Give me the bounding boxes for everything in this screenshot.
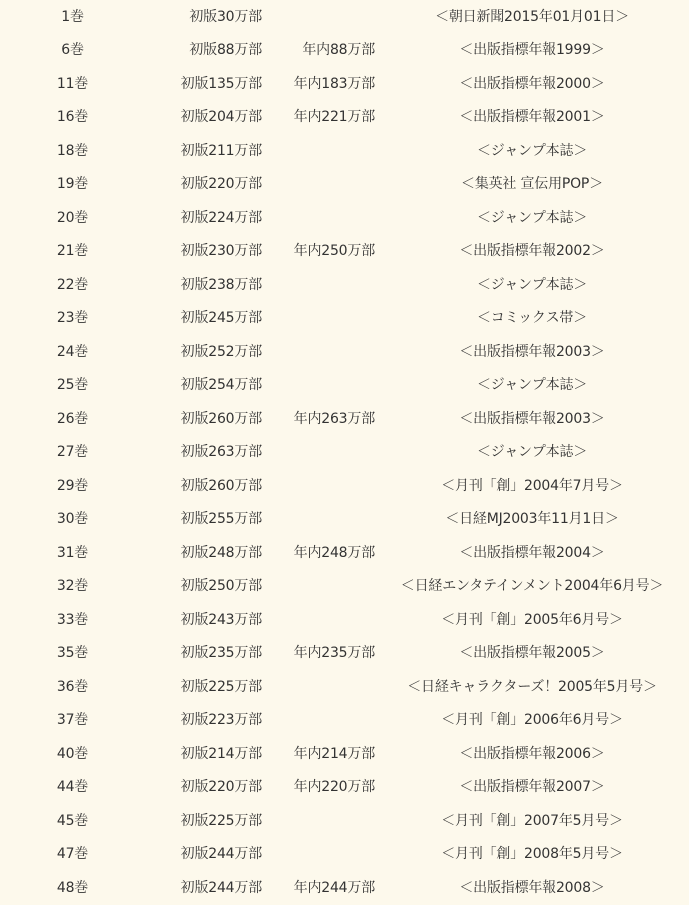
first-print-cell-text: 初版225万部 <box>180 678 262 695</box>
volume-cell <box>0 838 145 872</box>
first-print-cell <box>145 101 262 135</box>
volume-cell <box>0 804 145 838</box>
year-total-cell <box>262 402 375 436</box>
volume-cell-text: 45巻 <box>56 812 89 829</box>
table-row <box>0 771 689 805</box>
volume-cell <box>0 67 145 101</box>
volume-cell <box>0 704 145 738</box>
source-cell-text: ＜出版指標年報2007＞ <box>459 779 605 796</box>
source-cell <box>375 637 689 671</box>
year-total-cell <box>262 101 375 135</box>
year-total-cell <box>262 235 375 269</box>
volume-cell-text: 6巻 <box>61 42 84 59</box>
source-cell-text: ＜ジャンプ本誌＞ <box>476 276 588 293</box>
year-total-cell <box>262 737 375 771</box>
table-row <box>0 101 689 135</box>
source-cell-text: ＜出版指標年報2003＞ <box>459 343 605 360</box>
source-cell <box>375 771 689 805</box>
source-cell <box>375 369 689 403</box>
table-row <box>0 168 689 202</box>
source-cell <box>375 804 689 838</box>
volume-cell-text: 19巻 <box>56 176 89 193</box>
year-total-cell <box>262 670 375 704</box>
source-cell <box>375 737 689 771</box>
year-total-cell <box>262 804 375 838</box>
table-row <box>0 469 689 503</box>
first-print-cell-text: 初版220万部 <box>180 176 262 193</box>
source-cell <box>375 201 689 235</box>
source-cell-text: ＜ジャンプ本誌＞ <box>476 142 588 159</box>
source-cell-text: ＜日経エンタテインメント2004年6月号＞ <box>400 578 664 595</box>
year-total-cell-text: 年内88万部 <box>302 42 375 59</box>
volume-cell-text: 27巻 <box>56 444 89 461</box>
source-cell <box>375 536 689 570</box>
year-total-cell <box>262 268 375 302</box>
source-cell-text: ＜出版指標年報2001＞ <box>459 109 605 126</box>
volume-cell-text: 16巻 <box>56 109 89 126</box>
table-row <box>0 637 689 671</box>
table-row <box>0 369 689 403</box>
volume-cell-text: 44巻 <box>56 779 89 796</box>
volume-cell <box>0 134 145 168</box>
year-total-cell <box>262 536 375 570</box>
volume-cell <box>0 603 145 637</box>
year-total-cell <box>262 503 375 537</box>
first-print-cell-text: 初版214万部 <box>180 745 262 762</box>
volume-cell-text: 35巻 <box>56 645 89 662</box>
first-print-cell <box>145 603 262 637</box>
table-row <box>0 235 689 269</box>
year-total-cell-text: 年内220万部 <box>293 779 375 796</box>
source-cell-text: ＜月刊「創」2005年6月号＞ <box>441 611 623 628</box>
year-total-cell <box>262 335 375 369</box>
table-row <box>0 335 689 369</box>
first-print-cell <box>145 804 262 838</box>
source-cell <box>375 838 689 872</box>
first-print-cell-text: 初版235万部 <box>180 645 262 662</box>
volume-cell-text: 40巻 <box>56 745 89 762</box>
source-cell-text: ＜日経キャラクターズ！2005年5月号＞ <box>407 678 657 695</box>
volume-cell <box>0 536 145 570</box>
source-cell <box>375 168 689 202</box>
volume-cell-text: 20巻 <box>56 209 89 226</box>
first-print-cell-text: 初版220万部 <box>180 779 262 796</box>
source-cell <box>375 34 689 68</box>
year-total-cell-text: 年内221万部 <box>293 109 375 126</box>
first-print-cell-text: 初版260万部 <box>180 477 262 494</box>
first-print-cell-text: 初版238万部 <box>180 276 262 293</box>
source-cell <box>375 0 689 34</box>
first-print-cell <box>145 168 262 202</box>
first-print-cell <box>145 771 262 805</box>
table-row <box>0 838 689 872</box>
year-total-cell <box>262 302 375 336</box>
first-print-cell <box>145 201 262 235</box>
volume-cell-text: 23巻 <box>56 310 89 327</box>
volume-cell <box>0 436 145 470</box>
first-print-cell-text: 初版250万部 <box>180 578 262 595</box>
volume-cell <box>0 570 145 604</box>
year-total-cell <box>262 838 375 872</box>
first-print-cell <box>145 469 262 503</box>
source-cell-text: ＜ジャンプ本誌＞ <box>476 444 588 461</box>
table-row <box>0 503 689 537</box>
source-cell <box>375 134 689 168</box>
first-print-cell-text: 初版254万部 <box>180 377 262 394</box>
volume-cell-text: 37巻 <box>56 712 89 729</box>
volume-cell <box>0 871 145 905</box>
first-print-cell <box>145 503 262 537</box>
volume-cell <box>0 670 145 704</box>
year-total-cell <box>262 67 375 101</box>
source-cell-text: ＜出版指標年報2006＞ <box>459 745 605 762</box>
year-total-cell <box>262 603 375 637</box>
first-print-cell <box>145 570 262 604</box>
first-print-cell <box>145 235 262 269</box>
table-row <box>0 670 689 704</box>
first-print-cell-text: 初版244万部 <box>180 879 262 896</box>
first-print-cell-text: 初版88万部 <box>189 42 262 59</box>
table-row <box>0 134 689 168</box>
year-total-cell-text: 年内235万部 <box>293 645 375 662</box>
table-row <box>0 570 689 604</box>
source-cell <box>375 67 689 101</box>
first-print-cell <box>145 670 262 704</box>
table-row <box>0 402 689 436</box>
first-print-cell-text: 初版135万部 <box>180 75 262 92</box>
source-cell-text: ＜出版指標年報2002＞ <box>459 243 605 260</box>
year-total-cell <box>262 436 375 470</box>
source-cell-text: ＜月刊「創」2004年7月号＞ <box>441 477 623 494</box>
source-cell <box>375 335 689 369</box>
table-row <box>0 603 689 637</box>
first-print-cell-text: 初版230万部 <box>180 243 262 260</box>
source-cell <box>375 302 689 336</box>
source-cell <box>375 570 689 604</box>
first-print-cell-text: 初版204万部 <box>180 109 262 126</box>
first-print-cell <box>145 134 262 168</box>
first-print-cell <box>145 34 262 68</box>
volume-cell-text: 32巻 <box>56 578 89 595</box>
year-total-cell <box>262 637 375 671</box>
year-total-cell <box>262 570 375 604</box>
volume-cell <box>0 0 145 34</box>
source-cell-text: ＜出版指標年報2005＞ <box>459 645 605 662</box>
table-row <box>0 436 689 470</box>
year-total-cell-text: 年内214万部 <box>293 745 375 762</box>
source-cell <box>375 436 689 470</box>
volume-cell-text: 25巻 <box>56 377 89 394</box>
table-row <box>0 67 689 101</box>
first-print-cell <box>145 402 262 436</box>
year-total-cell <box>262 168 375 202</box>
volume-cell <box>0 101 145 135</box>
source-cell <box>375 268 689 302</box>
volume-cell-text: 22巻 <box>56 276 89 293</box>
year-total-cell-text: 年内248万部 <box>293 544 375 561</box>
volume-cell-text: 47巻 <box>56 846 89 863</box>
first-print-cell <box>145 838 262 872</box>
first-print-cell <box>145 704 262 738</box>
volume-cell-text: 30巻 <box>56 511 89 528</box>
year-total-cell <box>262 0 375 34</box>
source-cell-text: ＜出版指標年報2000＞ <box>459 75 605 92</box>
source-cell <box>375 704 689 738</box>
volume-cell <box>0 168 145 202</box>
volume-cell-text: 48巻 <box>56 879 89 896</box>
source-cell <box>375 402 689 436</box>
source-cell <box>375 670 689 704</box>
first-print-cell-text: 初版243万部 <box>180 611 262 628</box>
volume-cell <box>0 34 145 68</box>
table-row <box>0 0 689 34</box>
source-cell-text: ＜月刊「創」2006年6月号＞ <box>441 712 623 729</box>
volume-cell <box>0 268 145 302</box>
table-row <box>0 704 689 738</box>
first-print-cell-text: 初版223万部 <box>180 712 262 729</box>
year-total-cell <box>262 871 375 905</box>
table-row <box>0 737 689 771</box>
volume-cell <box>0 302 145 336</box>
volume-cell-text: 31巻 <box>56 544 89 561</box>
source-cell-text: ＜出版指標年報2008＞ <box>459 879 605 896</box>
table-row <box>0 871 689 905</box>
table-row <box>0 268 689 302</box>
volume-cell <box>0 402 145 436</box>
volume-cell-text: 24巻 <box>56 343 89 360</box>
volume-cell-text: 21巻 <box>56 243 89 260</box>
table-row <box>0 536 689 570</box>
volume-cell-text: 26巻 <box>56 410 89 427</box>
volume-cell <box>0 335 145 369</box>
volume-cell <box>0 637 145 671</box>
year-total-cell-text: 年内250万部 <box>293 243 375 260</box>
source-cell <box>375 503 689 537</box>
year-total-cell <box>262 704 375 738</box>
first-print-cell-text: 初版30万部 <box>189 8 262 25</box>
source-cell-text: ＜コミックス帯＞ <box>477 310 587 327</box>
source-cell <box>375 101 689 135</box>
first-print-cell <box>145 335 262 369</box>
volume-cell <box>0 201 145 235</box>
first-print-cell-text: 初版260万部 <box>180 410 262 427</box>
first-print-cell-text: 初版225万部 <box>180 812 262 829</box>
source-cell <box>375 469 689 503</box>
first-print-cell <box>145 637 262 671</box>
volume-cell-text: 29巻 <box>56 477 89 494</box>
year-total-cell <box>262 34 375 68</box>
first-print-cell <box>145 268 262 302</box>
first-print-cell-text: 初版248万部 <box>180 544 262 561</box>
year-total-cell <box>262 369 375 403</box>
volume-cell-text: 1巻 <box>61 8 84 25</box>
source-cell-text: ＜朝日新聞2015年01月01日＞ <box>435 8 629 25</box>
first-print-cell-text: 初版263万部 <box>180 444 262 461</box>
first-print-cell <box>145 0 262 34</box>
volume-cell <box>0 771 145 805</box>
first-print-cell <box>145 871 262 905</box>
year-total-cell-text: 年内244万部 <box>293 879 375 896</box>
source-cell-text: ＜月刊「創」2007年5月号＞ <box>441 812 623 829</box>
year-total-cell <box>262 201 375 235</box>
first-print-cell-text: 初版211万部 <box>180 142 262 159</box>
source-cell-text: ＜月刊「創」2008年5月号＞ <box>441 846 623 863</box>
first-print-cell-text: 初版252万部 <box>180 343 262 360</box>
source-cell <box>375 235 689 269</box>
first-print-cell <box>145 737 262 771</box>
source-cell-text: ＜集英社 宣伝用POP＞ <box>461 176 603 193</box>
year-total-cell-text: 年内263万部 <box>293 410 375 427</box>
year-total-cell <box>262 469 375 503</box>
first-print-cell <box>145 302 262 336</box>
first-print-cell <box>145 369 262 403</box>
source-cell-text: ＜出版指標年報1999＞ <box>459 42 605 59</box>
volume-cell <box>0 469 145 503</box>
volume-cell-text: 11巻 <box>56 75 89 92</box>
first-print-cell-text: 初版245万部 <box>180 310 262 327</box>
source-cell-text: ＜出版指標年報2003＞ <box>459 410 605 427</box>
volume-cell-text: 33巻 <box>56 611 89 628</box>
source-cell <box>375 603 689 637</box>
first-print-cell <box>145 436 262 470</box>
first-print-cell <box>145 536 262 570</box>
volume-cell-text: 36巻 <box>56 678 89 695</box>
table-row <box>0 201 689 235</box>
volume-cell <box>0 503 145 537</box>
source-cell-text: ＜出版指標年報2004＞ <box>459 544 605 561</box>
year-total-cell-text: 年内183万部 <box>293 75 375 92</box>
source-cell-text: ＜日経MJ2003年11月1日＞ <box>445 511 619 528</box>
volume-cell <box>0 737 145 771</box>
volume-cell <box>0 369 145 403</box>
first-print-cell <box>145 67 262 101</box>
table-row <box>0 302 689 336</box>
source-cell <box>375 871 689 905</box>
volume-cell-text: 18巻 <box>56 142 89 159</box>
year-total-cell <box>262 771 375 805</box>
source-cell-text: ＜ジャンプ本誌＞ <box>476 209 588 226</box>
year-total-cell <box>262 134 375 168</box>
first-print-cell-text: 初版244万部 <box>180 846 262 863</box>
volume-cell <box>0 235 145 269</box>
first-print-cell-text: 初版224万部 <box>180 209 262 226</box>
first-print-cell-text: 初版255万部 <box>180 511 262 528</box>
table-row <box>0 34 689 68</box>
source-cell-text: ＜ジャンプ本誌＞ <box>476 377 588 394</box>
table-row <box>0 804 689 838</box>
